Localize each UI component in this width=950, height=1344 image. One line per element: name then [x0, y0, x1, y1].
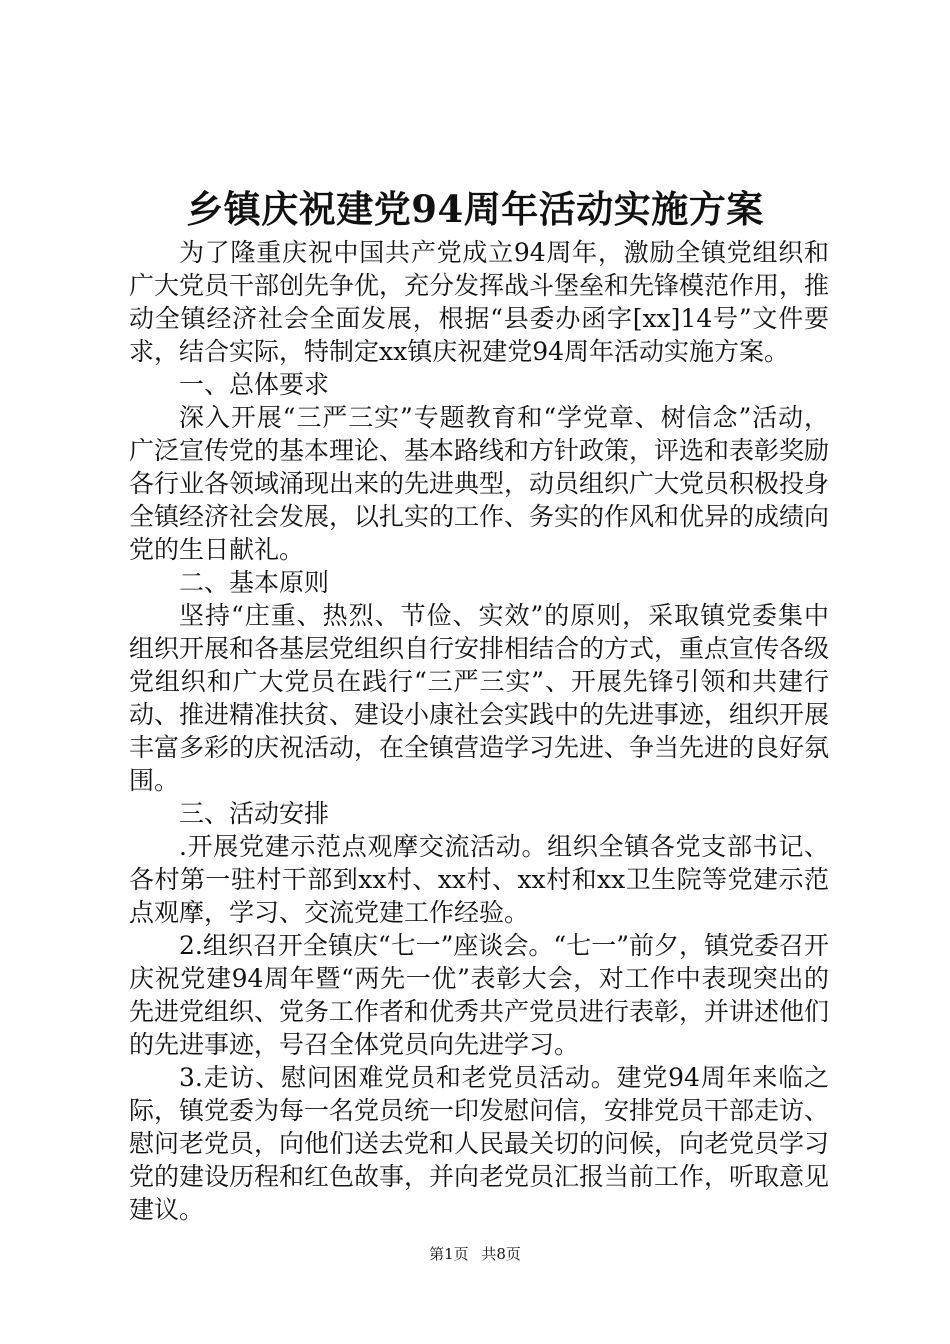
- document-title: 乡镇庆祝建党94周年活动实施方案: [186, 187, 764, 231]
- page-total: 共8页: [481, 1245, 521, 1263]
- activity-item-2: 2.组织召开全镇庆“七一”座谈会。“七一”前夕，镇党委召开庆祝党建94周年暨“两先一优”表彰大会，对工作中表现突出的先进党组织、党务工作者和优秀共产党员进行表彰，并讲述他们的先进事迹，号召全体党员向先进学习。: [129, 931, 830, 1059]
- section-heading-activity-arrangements: 三、活动安排: [179, 799, 330, 828]
- document-body: [129, 236, 829, 1226]
- basic-principles-paragraph: 坚持“庄重、热烈、节俭、实效”的原则，采取镇党委集中组织开展和各基层党组织自行安排相结合的方式，重点宣传各级党组织和广大党员在践行“三严三实”、开展先锋引领和共建行动、推进精准扶贫、建设小康社会实践中的先进事迹，组织开展丰富多彩的庆祝活动，在全镇营造学习先进、争当先进的良好氛围。: [129, 601, 830, 795]
- general-requirements-paragraph: 深入开展“三严三实”专题教育和“学党章、树信念”活动，广泛宣传党的基本理论、基本路线和方针政策，评选和表彰奖励各行业各领域涌现出来的先进典型，动员组织广大党员积极投身全镇经济社会发展，以扎实的工作、务实的作风和优异的成绩向党的生日献礼。: [129, 403, 830, 564]
- activity-item-1: .开展党建示范点观摩交流活动。组织全镇各党支部书记、各村第一驻村干部到xx村、xx村、xx村和xx卫生院等党建示范点观摩，学习、交流党建工作经验。: [129, 832, 829, 927]
- section-heading-basic-principles: 二、基本原则: [179, 568, 330, 597]
- intro-paragraph: 为了隆重庆祝中国共产党成立94周年，激励全镇党组织和广大党员干部创先争优，充分发挥战斗堡垒和先锋模范作用，推动全镇经济社会全面发展，根据“县委办函字[xx]14号”文件要求，结合实际，特制定xx镇庆祝建党94周年活动实施方案。: [129, 238, 830, 366]
- section-heading-general-requirements: 一、总体要求: [179, 370, 330, 399]
- page-footer: [0, 1244, 950, 1264]
- page-number: 第1页: [429, 1245, 469, 1263]
- activity-item-3: 3.走访、慰问困难党员和老党员活动。建党94周年来临之际，镇党委为每一名党员统一印发慰问信，安排党员干部走访、慰问老党员，向他们送去党和人民最关切的问候，向老党员学习党的建设历程和红色故事，并向老党员汇报当前工作，听取意见建议。: [129, 1063, 830, 1224]
